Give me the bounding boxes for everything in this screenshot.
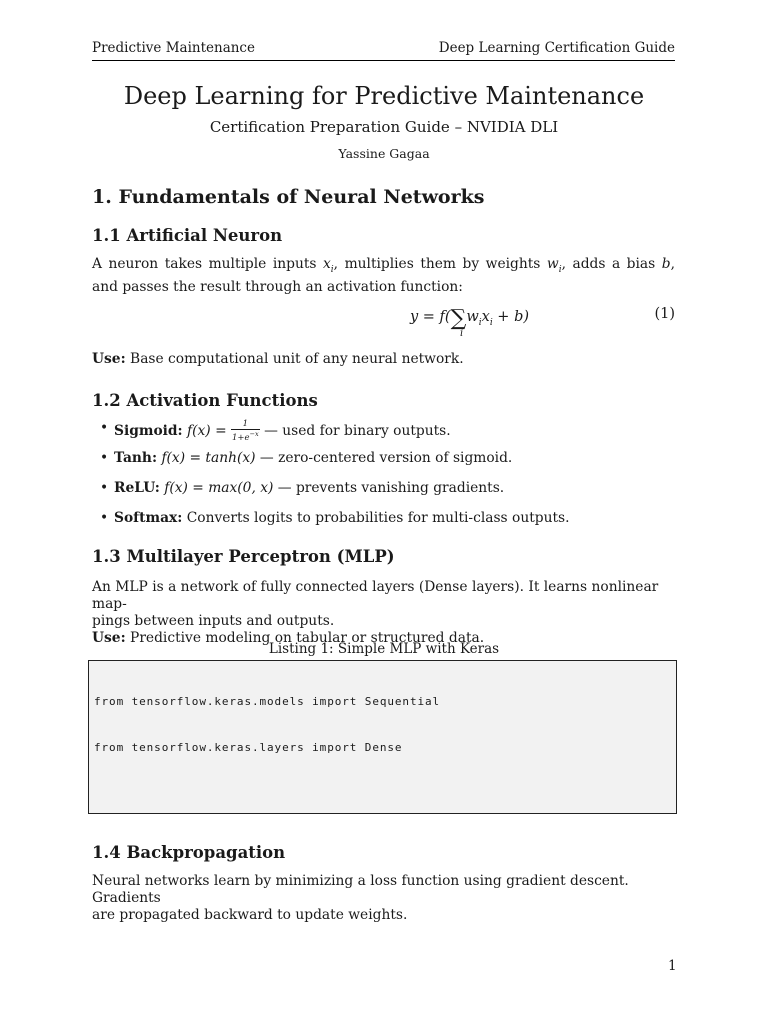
frac-numerator: 1: [231, 420, 260, 430]
bullet-icon: •: [100, 510, 109, 526]
activation-formula: f(x) = max(0, x): [164, 480, 274, 496]
equation-body: [410, 306, 530, 339]
activation-formula: f(x) = tanh(x): [161, 450, 256, 466]
sum-index: i: [460, 328, 464, 339]
bullet-icon: •: [100, 450, 109, 466]
activation-item-sigmoid: [100, 419, 451, 443]
backprop-text-line2: are propagated backward to update weights.: [92, 907, 408, 923]
activation-label: Tanh:: [114, 450, 158, 466]
neuron-use-text: Base computational unit of any neural network.: [125, 351, 464, 367]
activation-item-relu: [100, 480, 505, 496]
eq-x: x: [481, 309, 490, 325]
running-header-right: Deep Learning Certification Guide: [438, 40, 675, 56]
eq-left: y = f(: [410, 309, 451, 325]
sym-b: b: [661, 256, 671, 272]
activation-desc: — prevents vanishing gradients.: [273, 480, 505, 496]
activation-item-tanh: [100, 450, 513, 466]
subsection-heading-1-3: 1.3 Multilayer Perceptron (MLP): [92, 547, 395, 566]
neuron-text-a: A neuron takes multiple inputs: [92, 256, 323, 272]
mlp-text-line2: pings between inputs and outputs.: [92, 613, 335, 629]
eq-tail: + b): [492, 309, 530, 325]
neuron-text-b: , multiplies them by weights: [333, 256, 547, 272]
code-line: from tensorflow.keras.layers import Dense: [94, 741, 403, 754]
equation-number: (1): [654, 306, 675, 322]
sym-x-sub: i: [330, 264, 334, 275]
mlp-use-text: Predictive modeling on tabular or structured data.: [125, 630, 485, 646]
neuron-use: [92, 351, 675, 368]
mlp-text-line1: An MLP is a network of fully connected layers (Dense layers). It learns nonlinear map-: [92, 579, 659, 612]
running-header-left: Predictive Maintenance: [92, 40, 255, 56]
equation-1: [92, 306, 675, 342]
backprop-text-line1: Neural networks learn by minimizing a loss function using gradient descent. Gradients: [92, 873, 629, 906]
bullet-icon: •: [100, 480, 109, 496]
activation-label: Sigmoid:: [114, 422, 183, 439]
activation-label: Softmax:: [114, 510, 183, 526]
document-title: Deep Learning for Predictive Maintenance: [123, 82, 645, 110]
activation-label: ReLU:: [114, 480, 160, 496]
frac-den-exp: −x: [249, 430, 259, 438]
neuron-description: [92, 256, 675, 296]
activation-desc: — zero-centered version of sigmoid.: [255, 450, 513, 466]
section-heading-1: 1. Fundamentals of Neural Networks: [92, 186, 485, 208]
frac-denominator: [231, 430, 260, 443]
activation-item-softmax: [100, 510, 570, 526]
code-listing: [88, 660, 677, 814]
eq-w: w: [466, 309, 479, 325]
bullet-icon: •: [100, 420, 109, 436]
mlp-use-label: Use:: [92, 630, 126, 646]
neuron-use-label: Use:: [92, 351, 126, 367]
neuron-text-c: , adds a bias: [561, 256, 662, 272]
document-subtitle: Certification Preparation Guide – NVIDIA DLI: [209, 118, 559, 136]
sigmoid-fraction: [231, 420, 260, 443]
activation-desc: — used for binary outputs.: [259, 422, 451, 439]
subsection-heading-1-4: 1.4 Backpropagation: [92, 843, 286, 862]
sym-w: w: [546, 256, 559, 272]
sym-x: x: [323, 256, 331, 272]
backprop-description: [92, 873, 675, 924]
eq-x-sub: i: [489, 317, 493, 328]
document-author: Yassine Gagaa: [338, 146, 430, 161]
eq-w-sub: i: [478, 317, 482, 328]
activation-formula: f(x) =: [187, 422, 232, 439]
sym-w-sub: i: [558, 264, 562, 275]
page-number: 1: [668, 958, 677, 974]
neuron-text-d: , and passes the result through an activation function:: [92, 256, 675, 295]
activation-desc: Converts logits to probabilities for multi-class outputs.: [182, 510, 570, 526]
subsection-heading-1-1: 1.1 Artificial Neuron: [92, 226, 283, 245]
code-line: [94, 786, 671, 801]
sum-icon: ∑: [450, 306, 467, 331]
code-line: from tensorflow.keras.models import Sequential: [94, 695, 441, 709]
frac-den-base: 1+e: [232, 432, 250, 443]
listing-caption: Listing 1: Simple MLP with Keras: [268, 641, 500, 657]
header-rule: [92, 60, 675, 61]
subsection-heading-1-2: 1.2 Activation Functions: [92, 391, 318, 410]
mlp-description: [92, 579, 675, 647]
